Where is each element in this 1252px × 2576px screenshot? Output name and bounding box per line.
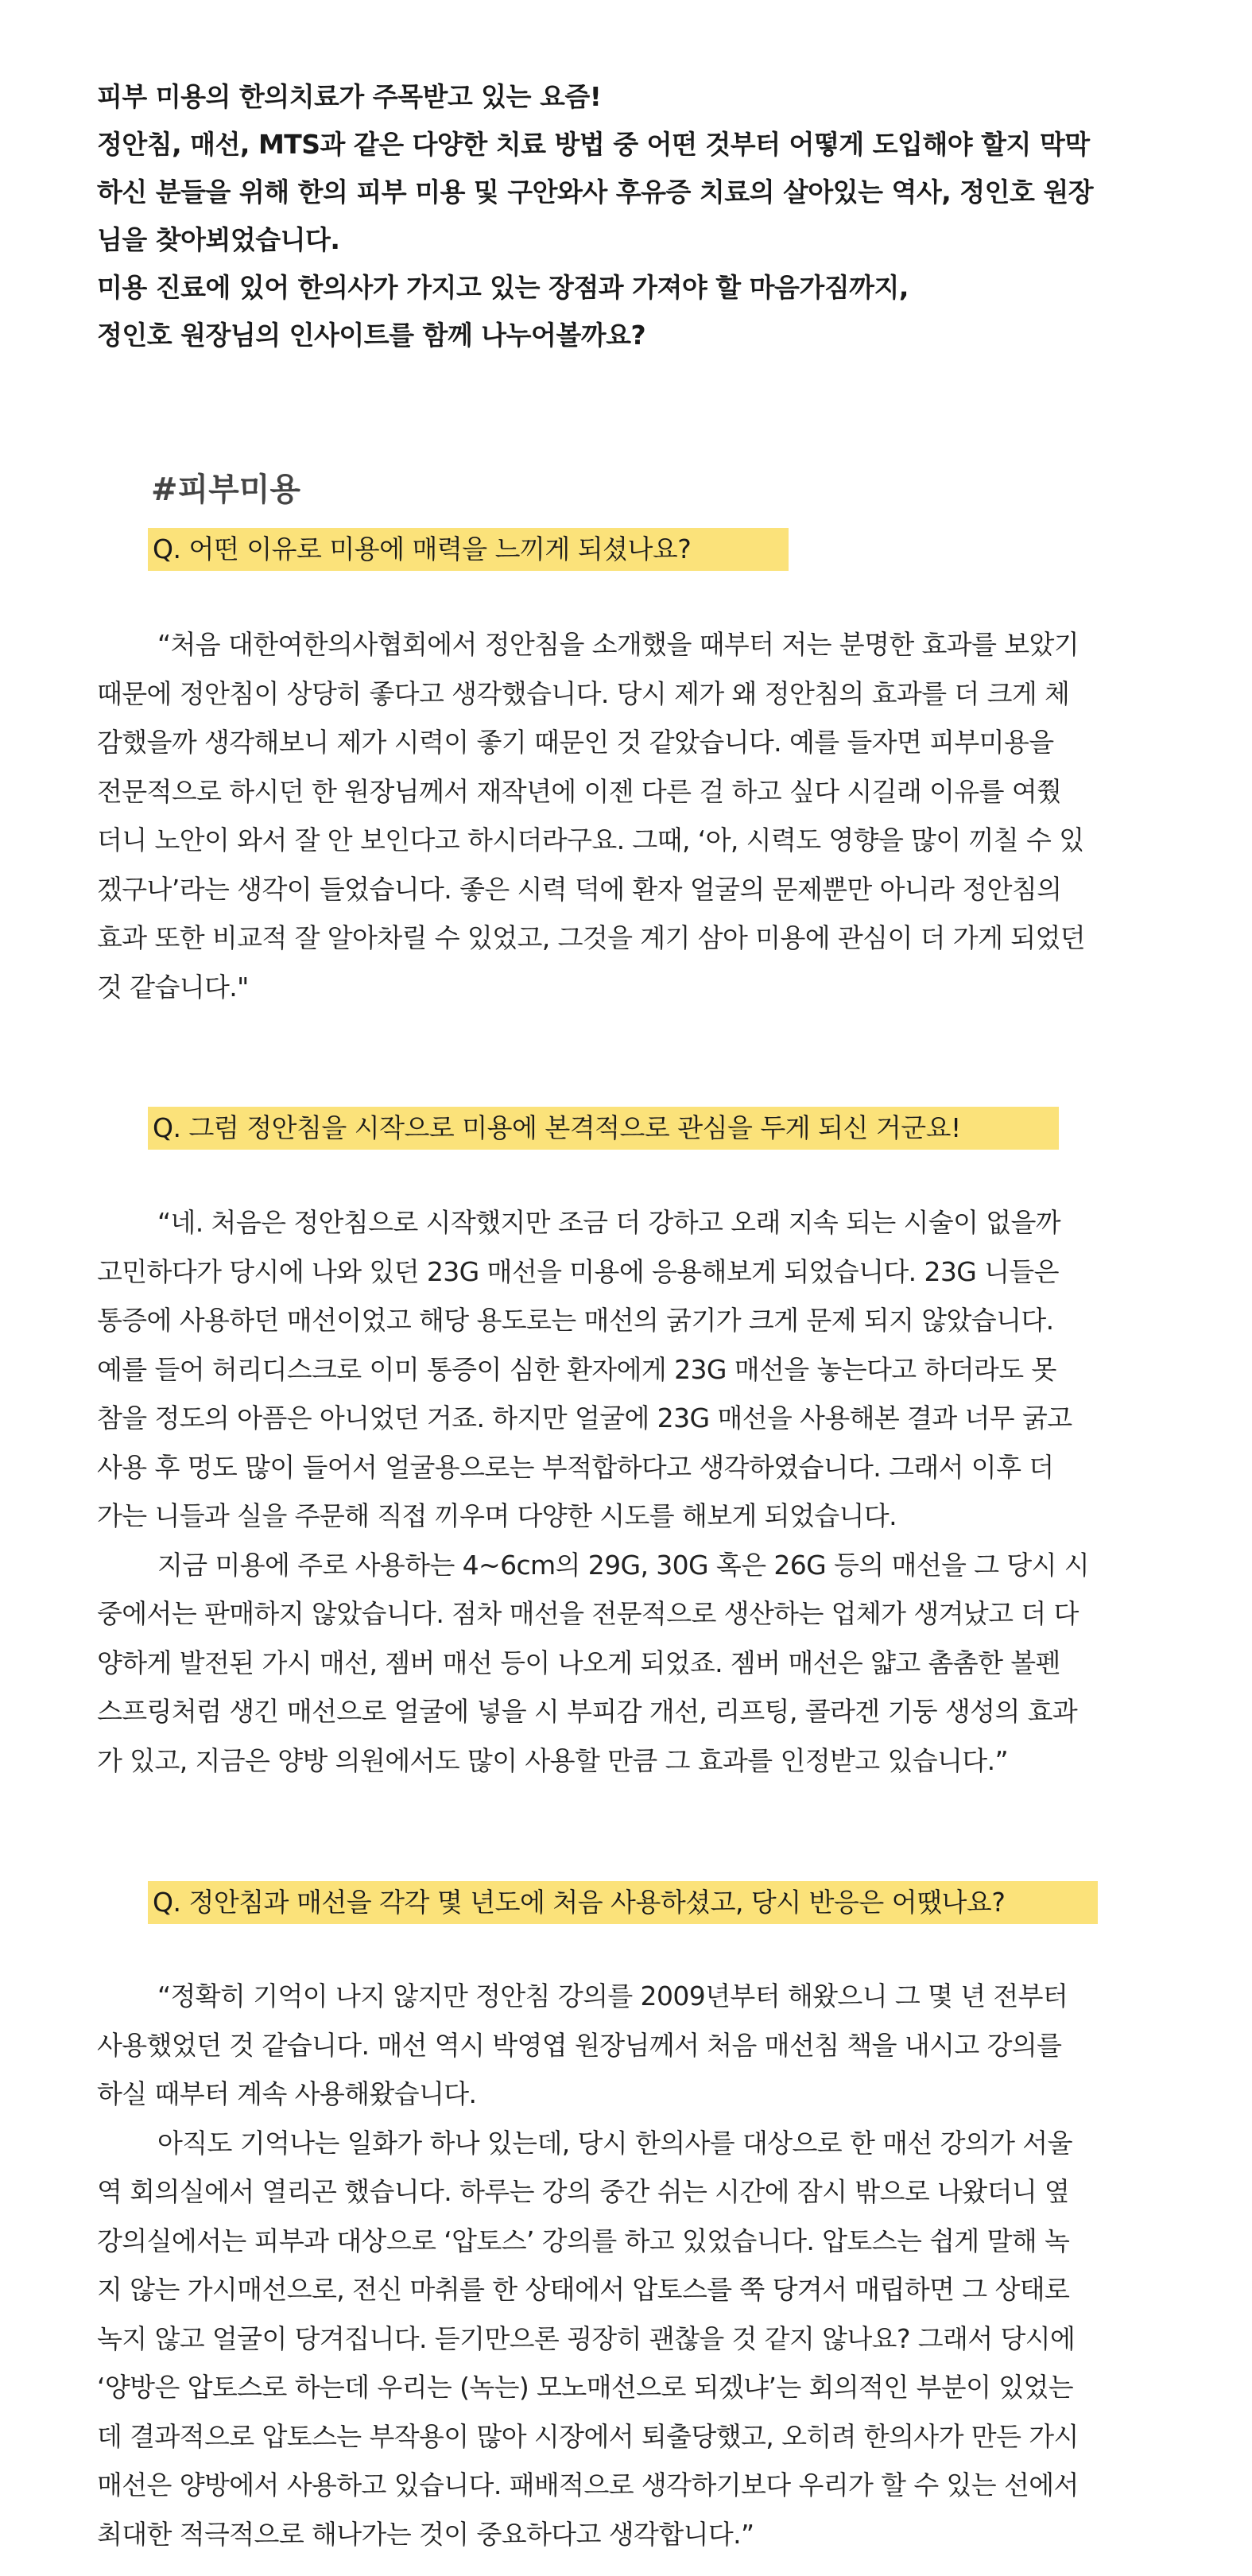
question-highlight: Q. 정안침과 매선을 각각 몇 년도에 처음 사용하셨고, 당시 반응은 어땠나요?: [148, 1881, 1098, 1924]
answer-line: “처음 대한여한의사협회에서 정안침을 소개했을 때부터 저는 분명한 효과를 보았기: [157, 629, 1080, 660]
answer-line: 효과 또한 비교적 잘 알아차릴 수 있었고, 그것을 계기 삼아 미용에 관심이 더 가게 되었던: [97, 922, 1086, 953]
answer-block: [97, 620, 1122, 1011]
answer-line: 지금 미용에 주로 사용하는 4~6cm의 29G, 30G 혹은 26G 등의 매선을 그 당시 시: [157, 1549, 1090, 1581]
answer-line: ‘양방은 압토스로 하는데 우리는 (녹는) 모노매선으로 되겠냐’는 회의적인 부분이 있었는: [97, 2372, 1074, 2403]
answer-line: 통증에 사용하던 매선이었고 해당 용도로는 매선의 굵기가 크게 문제 되지 않았습니다.: [97, 1305, 1054, 1336]
intro-line: 미용 진료에 있어 한의사가 가지고 있는 장점과 가져야 할 마음가짐까지,: [97, 272, 909, 303]
intro-section: [97, 73, 1130, 359]
answer-line: 하실 때부터 계속 사용해왔습니다.: [97, 2078, 477, 2109]
answer-line: 겠구나’라는 생각이 들었습니다. 좋은 시력 덕에 환자 얼굴의 문제뿐만 아니라 정안침의: [97, 873, 1062, 905]
answer-block: [97, 1198, 1122, 1785]
answer-line: 역 회의실에서 열리곤 했습니다. 하루는 강의 중간 쉬는 시간에 잠시 밖으로 나왔더니 옆: [97, 2176, 1070, 2207]
answer-line: 가는 니들과 실을 주문해 직접 끼우며 다양한 시도를 해보게 되었습니다.: [97, 1500, 897, 1531]
answer-line: 사용 후 멍도 많이 들어서 얼굴용으로는 부적합하다고 생각하였습니다. 그래서 이후 더: [97, 1451, 1054, 1483]
question-highlight: Q. 그럼 정안침을 시작으로 미용에 본격적으로 관심을 두게 되신 거군요!: [148, 1107, 1059, 1150]
answer-line: “정확히 기억이 나지 않지만 정안침 강의를 2009년부터 해왔으니 그 몇 년 전부터: [157, 1980, 1068, 2012]
answer-line: 감했을까 생각해보니 제가 시력이 좋기 때문인 것 같았습니다. 예를 들자면 피부미용을: [97, 727, 1054, 758]
answer-line: “네. 처음은 정안침으로 시작했지만 조금 더 강하고 오래 지속 되는 시술이 없을까: [157, 1207, 1061, 1238]
answer-line: 스프링처럼 생긴 매선으로 얼굴에 넣을 시 부피감 개선, 리프팅, 콜라겐 기둥 생성의 효과: [97, 1696, 1078, 1727]
intro-line: 피부 미용의 한의치료가 주목받고 있는 요즘!: [97, 81, 602, 112]
answer-line: 참을 정도의 아픔은 아니었던 거죠. 하지만 얼굴에 23G 매선을 사용해본 결과 너무 굵고: [97, 1402, 1072, 1433]
intro-line: 님을 찾아뵈었습니다.: [97, 224, 340, 255]
intro-line: 정인호 원장님의 인사이트를 함께 나누어볼까요?: [97, 320, 646, 351]
answer-line: 강의실에서는 피부과 대상으로 ‘압토스’ 강의를 하고 있었습니다. 압토스는 쉽게 말해 녹: [97, 2225, 1070, 2256]
intro-line: 하신 분들을 위해 한의 피부 미용 및 구안와사 후유증 치료의 살아있는 역사, 정인호 원장: [97, 177, 1094, 208]
answer-line: 때문에 정안침이 상당히 좋다고 생각했습니다. 당시 제가 왜 정안침의 효과를 더 크게 체: [97, 677, 1070, 709]
question-highlight: Q. 어떤 이유로 미용에 매력을 느끼게 되셨나요?: [148, 528, 789, 571]
answer-line: 녹지 않고 얼굴이 당겨집니다. 듣기만으론 굉장히 괜찮을 것 같지 않나요? 그래서 당시에: [97, 2322, 1076, 2354]
answer-line: 가 있고, 지금은 양방 의원에서도 많이 사용할 만큼 그 효과를 인정받고 있습니다.”: [97, 1744, 1008, 1776]
answer-block: [97, 1972, 1122, 2559]
answer-line: 지 않는 가시매선으로, 전신 마취를 한 상태에서 압토스를 쭉 당겨서 매립하면 그 상태로: [97, 2274, 1070, 2305]
answer-line: 데 결과적으로 압토스는 부작용이 많아 시장에서 퇴출당했고, 오히려 한의사가 만든 가시: [97, 2420, 1079, 2452]
section-tag: #피부미용: [151, 471, 301, 508]
answer-line: 매선은 양방에서 사용하고 있습니다. 패배적으로 생각하기보다 우리가 할 수 있는 선에서: [97, 2469, 1079, 2500]
answer-line: 예를 들어 허리디스크로 이미 통증이 심한 환자에게 23G 매선을 놓는다고 하더라도 못: [97, 1353, 1056, 1385]
answer-line: 중에서는 판매하지 않았습니다. 점차 매선을 전문적으로 생산하는 업체가 생겨났고 더 다: [97, 1598, 1079, 1629]
answer-line: 양하게 발전된 가시 매선, 젬버 매선 등이 나오게 되었죠. 젬버 매선은 얇고 촘촘한 볼펜: [97, 1647, 1060, 1678]
intro-line: 정안침, 매선, MTS과 같은 다양한 치료 방법 중 어떤 것부터 어떻게 도입해야 할지 막막: [97, 129, 1090, 160]
answer-line: 더니 노안이 와서 잘 안 보인다고 하시더라구요. 그때, ‘아, 시력도 영향을 많이 끼칠 수 있: [97, 824, 1084, 855]
answer-line: 사용했었던 것 같습니다. 매선 역시 박영엽 원장님께서 처음 매선침 책을 내시고 강의를: [97, 2029, 1062, 2061]
answer-line: 최대한 적극적으로 해나가는 것이 중요하다고 생각합니다.”: [97, 2518, 754, 2550]
answer-line: 고민하다가 당시에 나와 있던 23G 매선을 미용에 응용해보게 되었습니다. 23G 니들은: [97, 1255, 1059, 1287]
answer-line: 것 같습니다.": [97, 971, 249, 1003]
answer-line: 전문적으로 하시던 한 원장님께서 재작년에 이젠 다른 걸 하고 싶다 시길래 이유를 여쭸: [97, 775, 1062, 807]
answer-line: 아직도 기억나는 일화가 하나 있는데, 당시 한의사를 대상으로 한 매선 강의가 서울: [157, 2127, 1072, 2159]
